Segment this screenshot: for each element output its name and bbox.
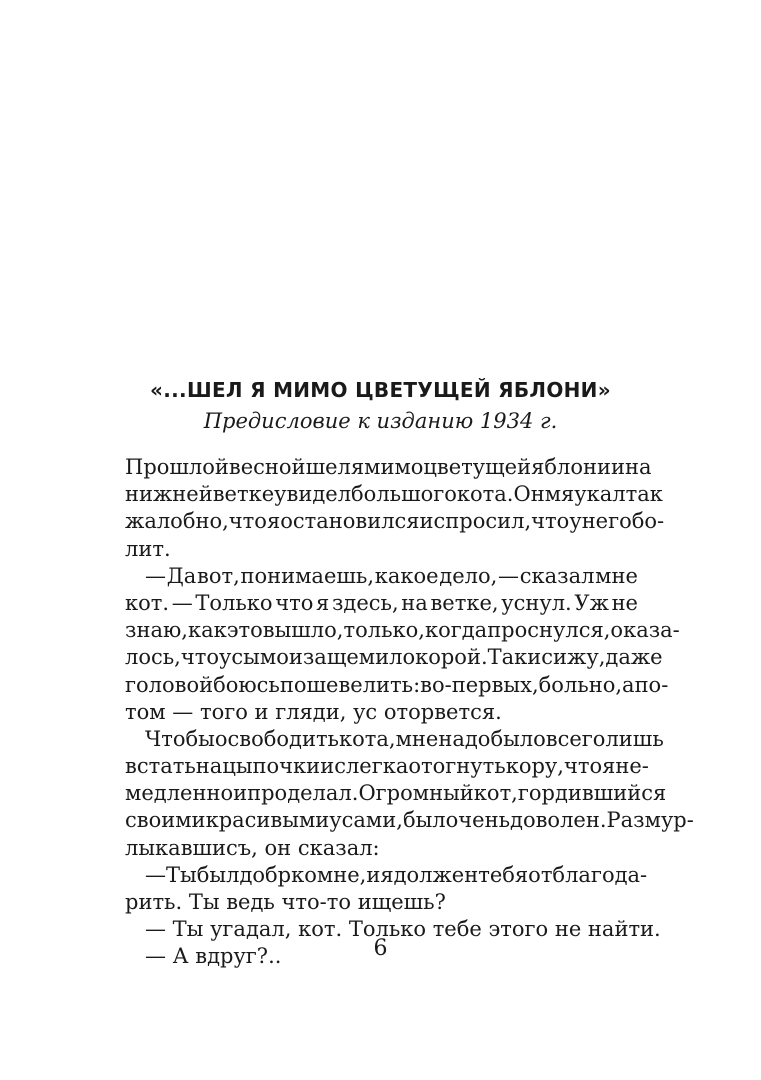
text-line: рить. Ты ведь что-то ищешь?	[125, 890, 446, 914]
text-line: нижней ветке увидел большого кота. Он мяукал так	[125, 482, 663, 507]
page-number: 6	[373, 936, 388, 961]
text-line: лыкавшисъ, он сказал:	[125, 835, 380, 860]
text-line: своими красивыми усами, был очень доволен. Размур-	[125, 808, 694, 833]
text-line: лит.	[125, 536, 171, 561]
text-line: Чтобы освободить кота, мне надо было всего лишь	[145, 726, 664, 751]
text-line: том — того и гляди, ус оторвется.	[125, 699, 502, 724]
text-line: жалобно, что я остановился и спросил, что у него бо-	[125, 509, 665, 534]
text-line: лось, что усы мои защемило корой. Так и сижу, даже	[125, 645, 663, 670]
text-line: кот. — Только что я здесь, на ветке, уснул. Уж не	[125, 590, 638, 615]
chapter-subtitle: Предисловие к изданию 1934 г.	[203, 409, 558, 433]
text-line: головой боюсь пошевелить: во-первых, больно, а по-	[125, 672, 669, 697]
text-line: — Да вот, понимаешь, какое дело, — сказал мне	[145, 563, 638, 588]
text-line: встать на цыпочки и слегка отогнуть кору, что я не-	[125, 754, 649, 779]
text-line: — Ты угадал, кот. Только тебе этого не найти.	[145, 917, 661, 942]
text-line: — Ты был добр ко мне, и я должен тебя отблагода-	[145, 862, 648, 887]
text-line: — А вдруг?..	[145, 944, 282, 969]
text-line: медленно и проделал. Огромный кот, гордившийся	[125, 781, 667, 806]
chapter-title: «...ШЕЛ Я МИМО ЦВЕТУЩЕЙ ЯБЛОНИ»	[150, 378, 611, 402]
text-line: знаю, как это вышло, только, когда проснулся, оказа-	[125, 618, 680, 643]
text-line: Прошлой весной шел я мимо цветущей яблони и на	[125, 455, 652, 479]
body-text	[125, 454, 694, 971]
